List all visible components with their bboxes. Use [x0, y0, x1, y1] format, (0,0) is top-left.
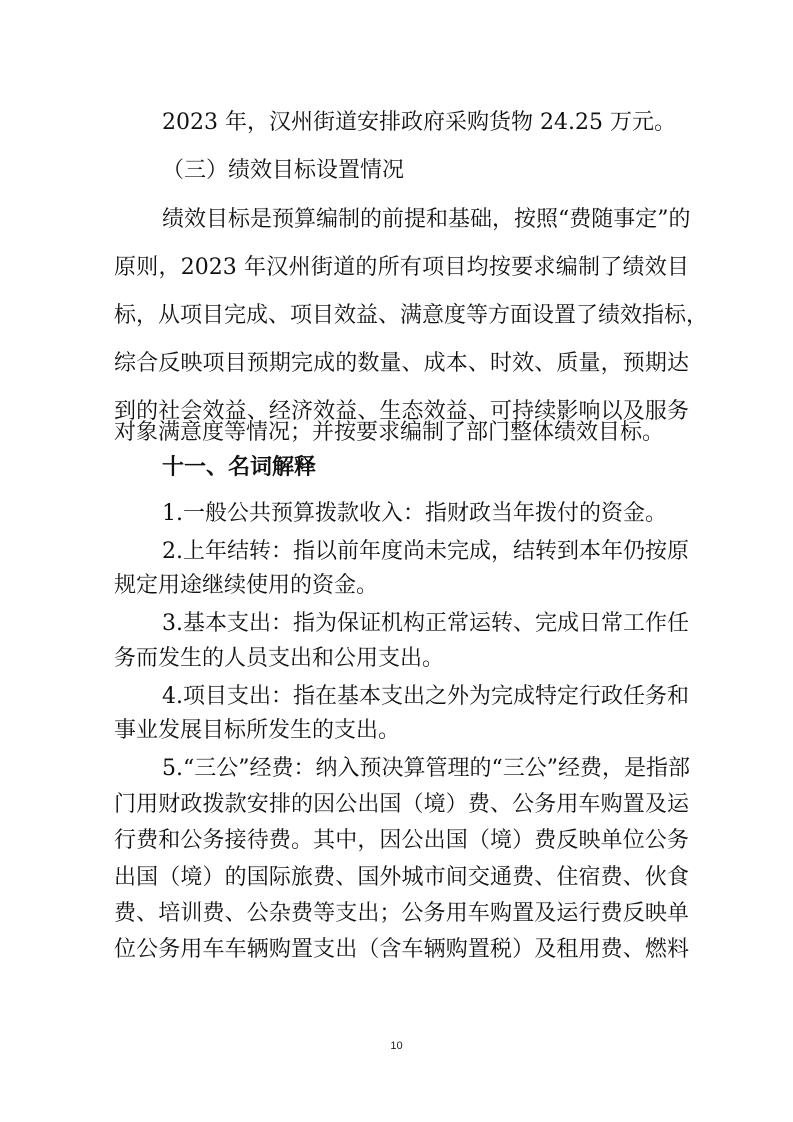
paragraph-line: 行费和公务接待费。其中，因公出国（境）费反映单位公务	[114, 828, 689, 853]
paragraph-line: 位公务用车车辆购置支出（含车辆购置税）及租用费、燃料	[114, 937, 689, 962]
paragraph-line: 2.上年结转：指以前年度尚未完成，结转到本年仍按原	[162, 539, 689, 564]
paragraph-line: 费、培训费、公杂费等支出；公务用车购置及运行费反映单	[114, 901, 689, 926]
paragraph-line: 门用财政拨款安排的因公出国（境）费、公务用车购置及运	[114, 792, 689, 817]
page-number: 10	[390, 1040, 403, 1052]
paragraph-line: 绩效目标是预算编制的前提和基础，按照“费随事定”的	[162, 207, 691, 232]
section-heading: 十一、名词解释	[162, 455, 317, 480]
paragraph-line: 综合反映项目预期完成的数量、成本、时效、质量，预期达	[114, 351, 689, 376]
paragraph-line: 对象满意度等情况；并按要求编制了部门整体绩效目标。	[114, 420, 665, 445]
paragraph-line: 3.基本支出：指为保证机构正常运转、完成日常工作任	[162, 611, 689, 636]
paragraph-line: 规定用途继续使用的资金。	[114, 573, 379, 598]
paragraph-line: 标，从项目完成、项目效益、满意度等方面设置了绩效指标，	[114, 303, 709, 328]
section-subheading: （三）绩效目标设置情况	[162, 158, 405, 183]
paragraph-line: 4.项目支出：指在基本支出之外为完成特定行政任务和	[162, 684, 689, 709]
paragraph-line: 事业发展目标所发生的支出。	[114, 718, 401, 743]
paragraph-line: 出国（境）的国际旅费、国外城市间交通费、住宿费、伙食	[114, 865, 689, 890]
paragraph-line: 务而发生的人员支出和公用支出。	[114, 646, 445, 671]
paragraph-line: 1.一般公共预算拨款收入：指财政当年拨付的资金。	[162, 501, 667, 526]
paragraph-line: 到的社会效益、经济效益、生态效益、可持续影响以及服务	[114, 399, 689, 424]
paragraph-line: 原则，2023 年汉州街道的所有项目均按要求编制了绩效目	[114, 255, 689, 280]
paragraph-line: 2023 年，汉州街道安排政府采购货物 24.25 万元。	[162, 110, 676, 135]
paragraph-line: 5.“三公”经费：纳入预决算管理的“三公”经费，是指部	[162, 756, 690, 781]
